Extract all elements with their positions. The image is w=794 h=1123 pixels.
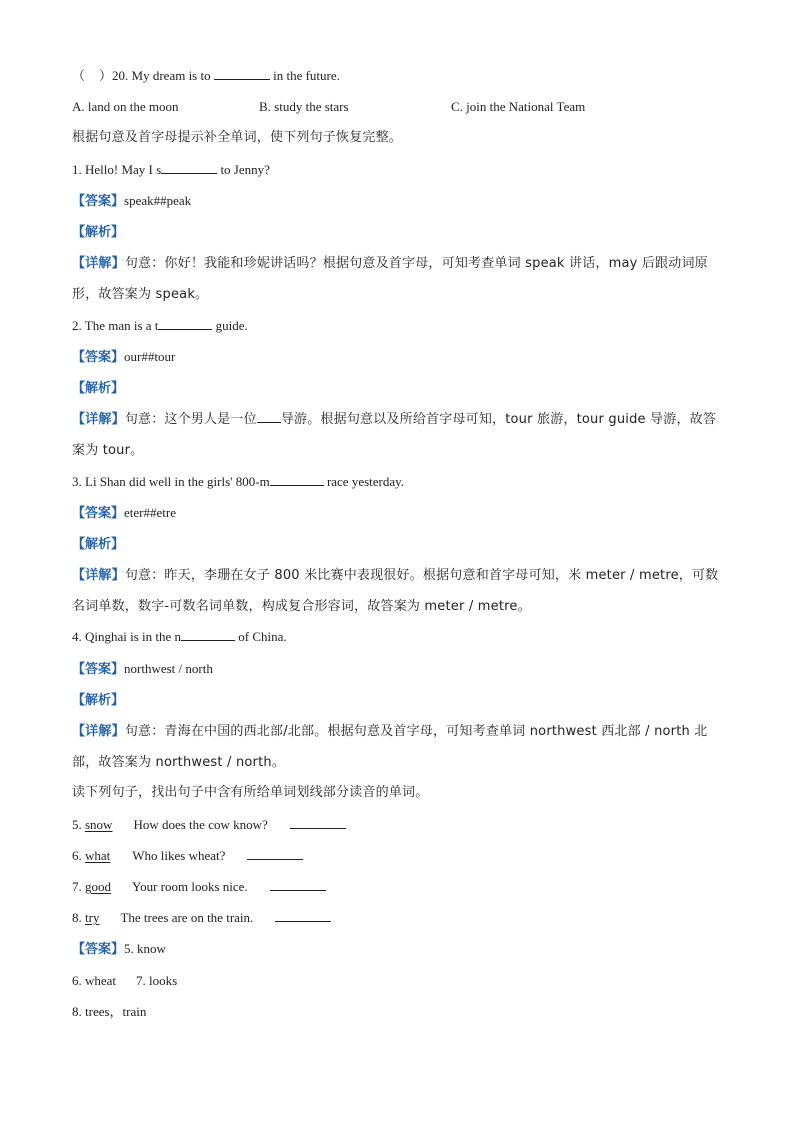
answer-label: 【答案】: [72, 193, 125, 209]
option-b: B. study the stars: [259, 99, 349, 115]
phonics-answer-8: 8. trees，train: [72, 1003, 147, 1019]
phonics-number: 8.: [72, 910, 82, 926]
phonics-sentence: Your room looks nice.: [132, 879, 248, 894]
item-2-stem: [72, 314, 722, 345]
answer-label: 【答案】: [72, 661, 125, 677]
answer-blank: [290, 817, 346, 829]
item-2-detail: [72, 404, 722, 466]
item-4-analysis: [72, 688, 722, 719]
worksheet-page: [72, 64, 722, 1031]
phonics-number: 5.: [72, 816, 82, 832]
item-1-answer-value: speak##peak: [124, 192, 192, 208]
item-4-text-after: of China.: [238, 629, 287, 645]
item-4-detail: [72, 716, 722, 778]
question-20-text-after: in the future.: [273, 68, 340, 83]
phonics-item-6: [72, 844, 722, 875]
item-2-text-before: 2. The man is a t: [72, 317, 159, 333]
item-3-text-before: 3. Li Shan did well in the girls' 800-m: [72, 473, 270, 489]
answer-blank: [270, 879, 326, 891]
detail-label: 【详解】: [72, 568, 125, 584]
item-4-stem: [72, 625, 722, 656]
answer-bracket-close: ）: [99, 69, 113, 84]
detail-label: 【详解】: [72, 412, 125, 428]
question-20-text-before: 20. My dream is to: [112, 68, 211, 83]
answer-blank: [161, 162, 217, 174]
phonics-answer-row-1: [72, 937, 722, 968]
item-3-analysis: [72, 532, 722, 563]
item-2-detail-text-after: 导游。根据句意以及所给首字母可知，tour 旅游，tour guide 导游，故答案为 tour。: [72, 412, 717, 459]
option-a: A. land on the moon: [72, 99, 179, 115]
phonics-item-8: [72, 906, 722, 937]
detail-label: 【详解】: [72, 256, 125, 272]
phonics-sentence: The trees are on the train.: [120, 910, 254, 926]
item-4-text-before: 4. Qinghai is in the n: [72, 629, 182, 645]
phonics-answer-row-2: [72, 969, 722, 1000]
answer-label: 【答案】: [72, 349, 125, 365]
item-1-detail: [72, 248, 722, 310]
analysis-label: 【解析】: [72, 224, 125, 240]
section-2-instruction: 读下列句子，找出句子中含有所给单词划线部分读音的单词。: [72, 785, 429, 801]
answer-bracket-open: （: [72, 69, 86, 84]
item-2-answer-value: our##tour: [124, 348, 176, 364]
item-2-text-after: guide.: [215, 317, 248, 333]
item-3-detail: [72, 560, 722, 622]
item-4-answer: [72, 657, 722, 688]
phonics-answer-7: 7. looks: [136, 972, 178, 988]
phonics-number: 6.: [72, 847, 82, 863]
phonics-sentence: Who likes wheat?: [132, 847, 226, 863]
phonics-word: try: [85, 910, 100, 926]
phonics-word: snow: [85, 816, 113, 832]
answer-blank: [158, 318, 212, 330]
option-c: C. join the National Team: [451, 99, 586, 115]
item-3-answer: [72, 501, 722, 532]
phonics-number: 7.: [72, 879, 82, 894]
item-3-stem: [72, 470, 722, 501]
answer-label: 【答案】: [72, 942, 125, 958]
item-3-answer-value: eter##etre: [124, 504, 176, 520]
item-4-detail-text: 句意：青海在中国的西北部/北部。根据句意及首字母，可知考查单词 northwest 西北部 / north 北部，故答案为 northwest / north。: [72, 724, 708, 771]
analysis-label: 【解析】: [72, 536, 125, 552]
answer-blank: [214, 68, 270, 80]
question-20-options: [72, 95, 722, 126]
question-20-stem: [72, 64, 722, 95]
item-3-detail-text: 句意：昨天，李珊在女子 800 米比赛中表现很好。根据句意和首字母可知，米 meter / metre，可数名词单数，数字-可数名词单数，构成复合形容词，故答案为 meter / metre。: [72, 568, 719, 615]
detail-blank: [257, 411, 281, 423]
section-1-instruction: 根据句意及首字母提示补全单词，使下列句子恢复完整。: [72, 130, 403, 146]
item-1-stem: [72, 158, 722, 189]
item-1-text-after: to Jenny?: [220, 161, 270, 177]
phonics-sentence: How does the cow know?: [133, 816, 268, 832]
answer-blank: [270, 474, 324, 486]
item-4-answer-value: northwest / north: [124, 660, 213, 676]
item-1-analysis: [72, 220, 722, 251]
phonics-answer-5: 5. know: [124, 941, 166, 957]
analysis-label: 【解析】: [72, 692, 125, 708]
answer-blank: [247, 848, 303, 860]
detail-label: 【详解】: [72, 724, 125, 740]
answer-label: 【答案】: [72, 505, 125, 521]
item-2-answer: [72, 345, 722, 376]
item-1-detail-text: 句意：你好！我能和珍妮讲话吗？根据句意及首字母，可知考查单词 speak 讲话，may 后跟动词原形，故答案为 speak。: [72, 256, 708, 303]
phonics-word: what: [85, 847, 111, 863]
item-1-answer: [72, 189, 722, 220]
analysis-label: 【解析】: [72, 380, 125, 396]
phonics-answer-6: 6. wheat: [72, 972, 117, 988]
item-3-text-after: race yesterday.: [326, 473, 405, 489]
phonics-answer-row-3: [72, 1000, 722, 1031]
answer-blank: [275, 910, 331, 922]
phonics-item-5: [72, 813, 722, 844]
item-2-detail-text-before: 句意：这个男人是一位: [124, 412, 257, 428]
answer-blank: [181, 629, 235, 641]
phonics-word: good: [85, 879, 111, 894]
item-2-analysis: [72, 376, 722, 407]
phonics-item-7: [72, 875, 722, 906]
item-1-text-before: 1. Hello! May I s: [72, 161, 162, 177]
